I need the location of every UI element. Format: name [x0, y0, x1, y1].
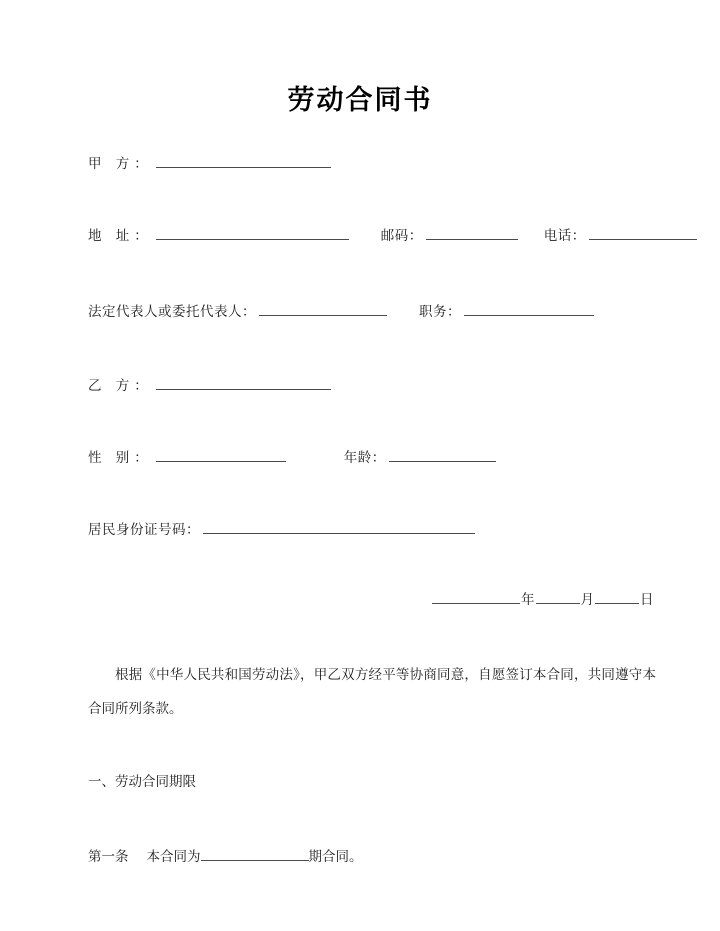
field-row-party-a — [88, 152, 331, 172]
field-label-party-a: 甲 方： — [88, 156, 153, 172]
field-label-position: 职务： — [419, 304, 461, 320]
field-blank-address[interactable] — [156, 225, 349, 240]
page-title: 劳动合同书 — [287, 85, 433, 116]
field-label-address: 地 址： — [88, 228, 153, 244]
date-label-year: 年 — [521, 592, 535, 608]
date-label-day: 日 — [640, 592, 654, 608]
article-number: 第一条 — [88, 849, 129, 865]
field-row-id-number — [88, 518, 475, 538]
field-label-legal-rep: 法定代表人或委托代表人： — [88, 304, 256, 320]
field-blank-party-a[interactable] — [156, 153, 331, 168]
date-line — [432, 588, 655, 608]
field-label-id-number: 居民身份证号码： — [88, 522, 200, 538]
date-blank-year[interactable] — [432, 589, 520, 604]
field-blank-id-number[interactable] — [203, 519, 475, 534]
field-label-gender: 性 别： — [88, 450, 153, 466]
field-blank-age[interactable] — [389, 447, 496, 462]
intro-paragraph: 根据《中华人民共和国劳动法》，甲乙双方经平等协商同意，自愿签订本合同，共同遵守本合同所列条款。 — [88, 667, 656, 717]
field-label-party-b: 乙 方： — [88, 378, 153, 394]
article-text-after: 期合同。 — [308, 849, 363, 865]
field-row-gender — [88, 446, 496, 466]
field-label-postcode: 邮码： — [380, 228, 423, 244]
field-row-party-b — [88, 374, 331, 394]
article-row-first — [88, 845, 363, 865]
article-blank-term-type[interactable] — [201, 846, 309, 861]
article-text-before: 本合同为 — [146, 849, 201, 865]
field-row-address — [88, 224, 697, 244]
date-blank-month[interactable] — [536, 589, 580, 604]
date-blank-day[interactable] — [595, 589, 639, 604]
field-blank-telephone[interactable] — [589, 225, 697, 240]
field-blank-legal-rep[interactable] — [259, 301, 387, 316]
field-label-age: 年龄： — [343, 450, 386, 466]
field-blank-gender[interactable] — [156, 447, 286, 462]
field-blank-postcode[interactable] — [426, 225, 518, 240]
field-blank-position[interactable] — [464, 301, 594, 316]
date-label-month: 月 — [580, 592, 594, 608]
field-row-legal-rep — [88, 300, 594, 320]
field-label-telephone: 电话： — [543, 228, 586, 244]
section-heading-contract-term: 一、劳动合同期限 — [88, 774, 196, 790]
field-blank-party-b[interactable] — [156, 375, 331, 390]
